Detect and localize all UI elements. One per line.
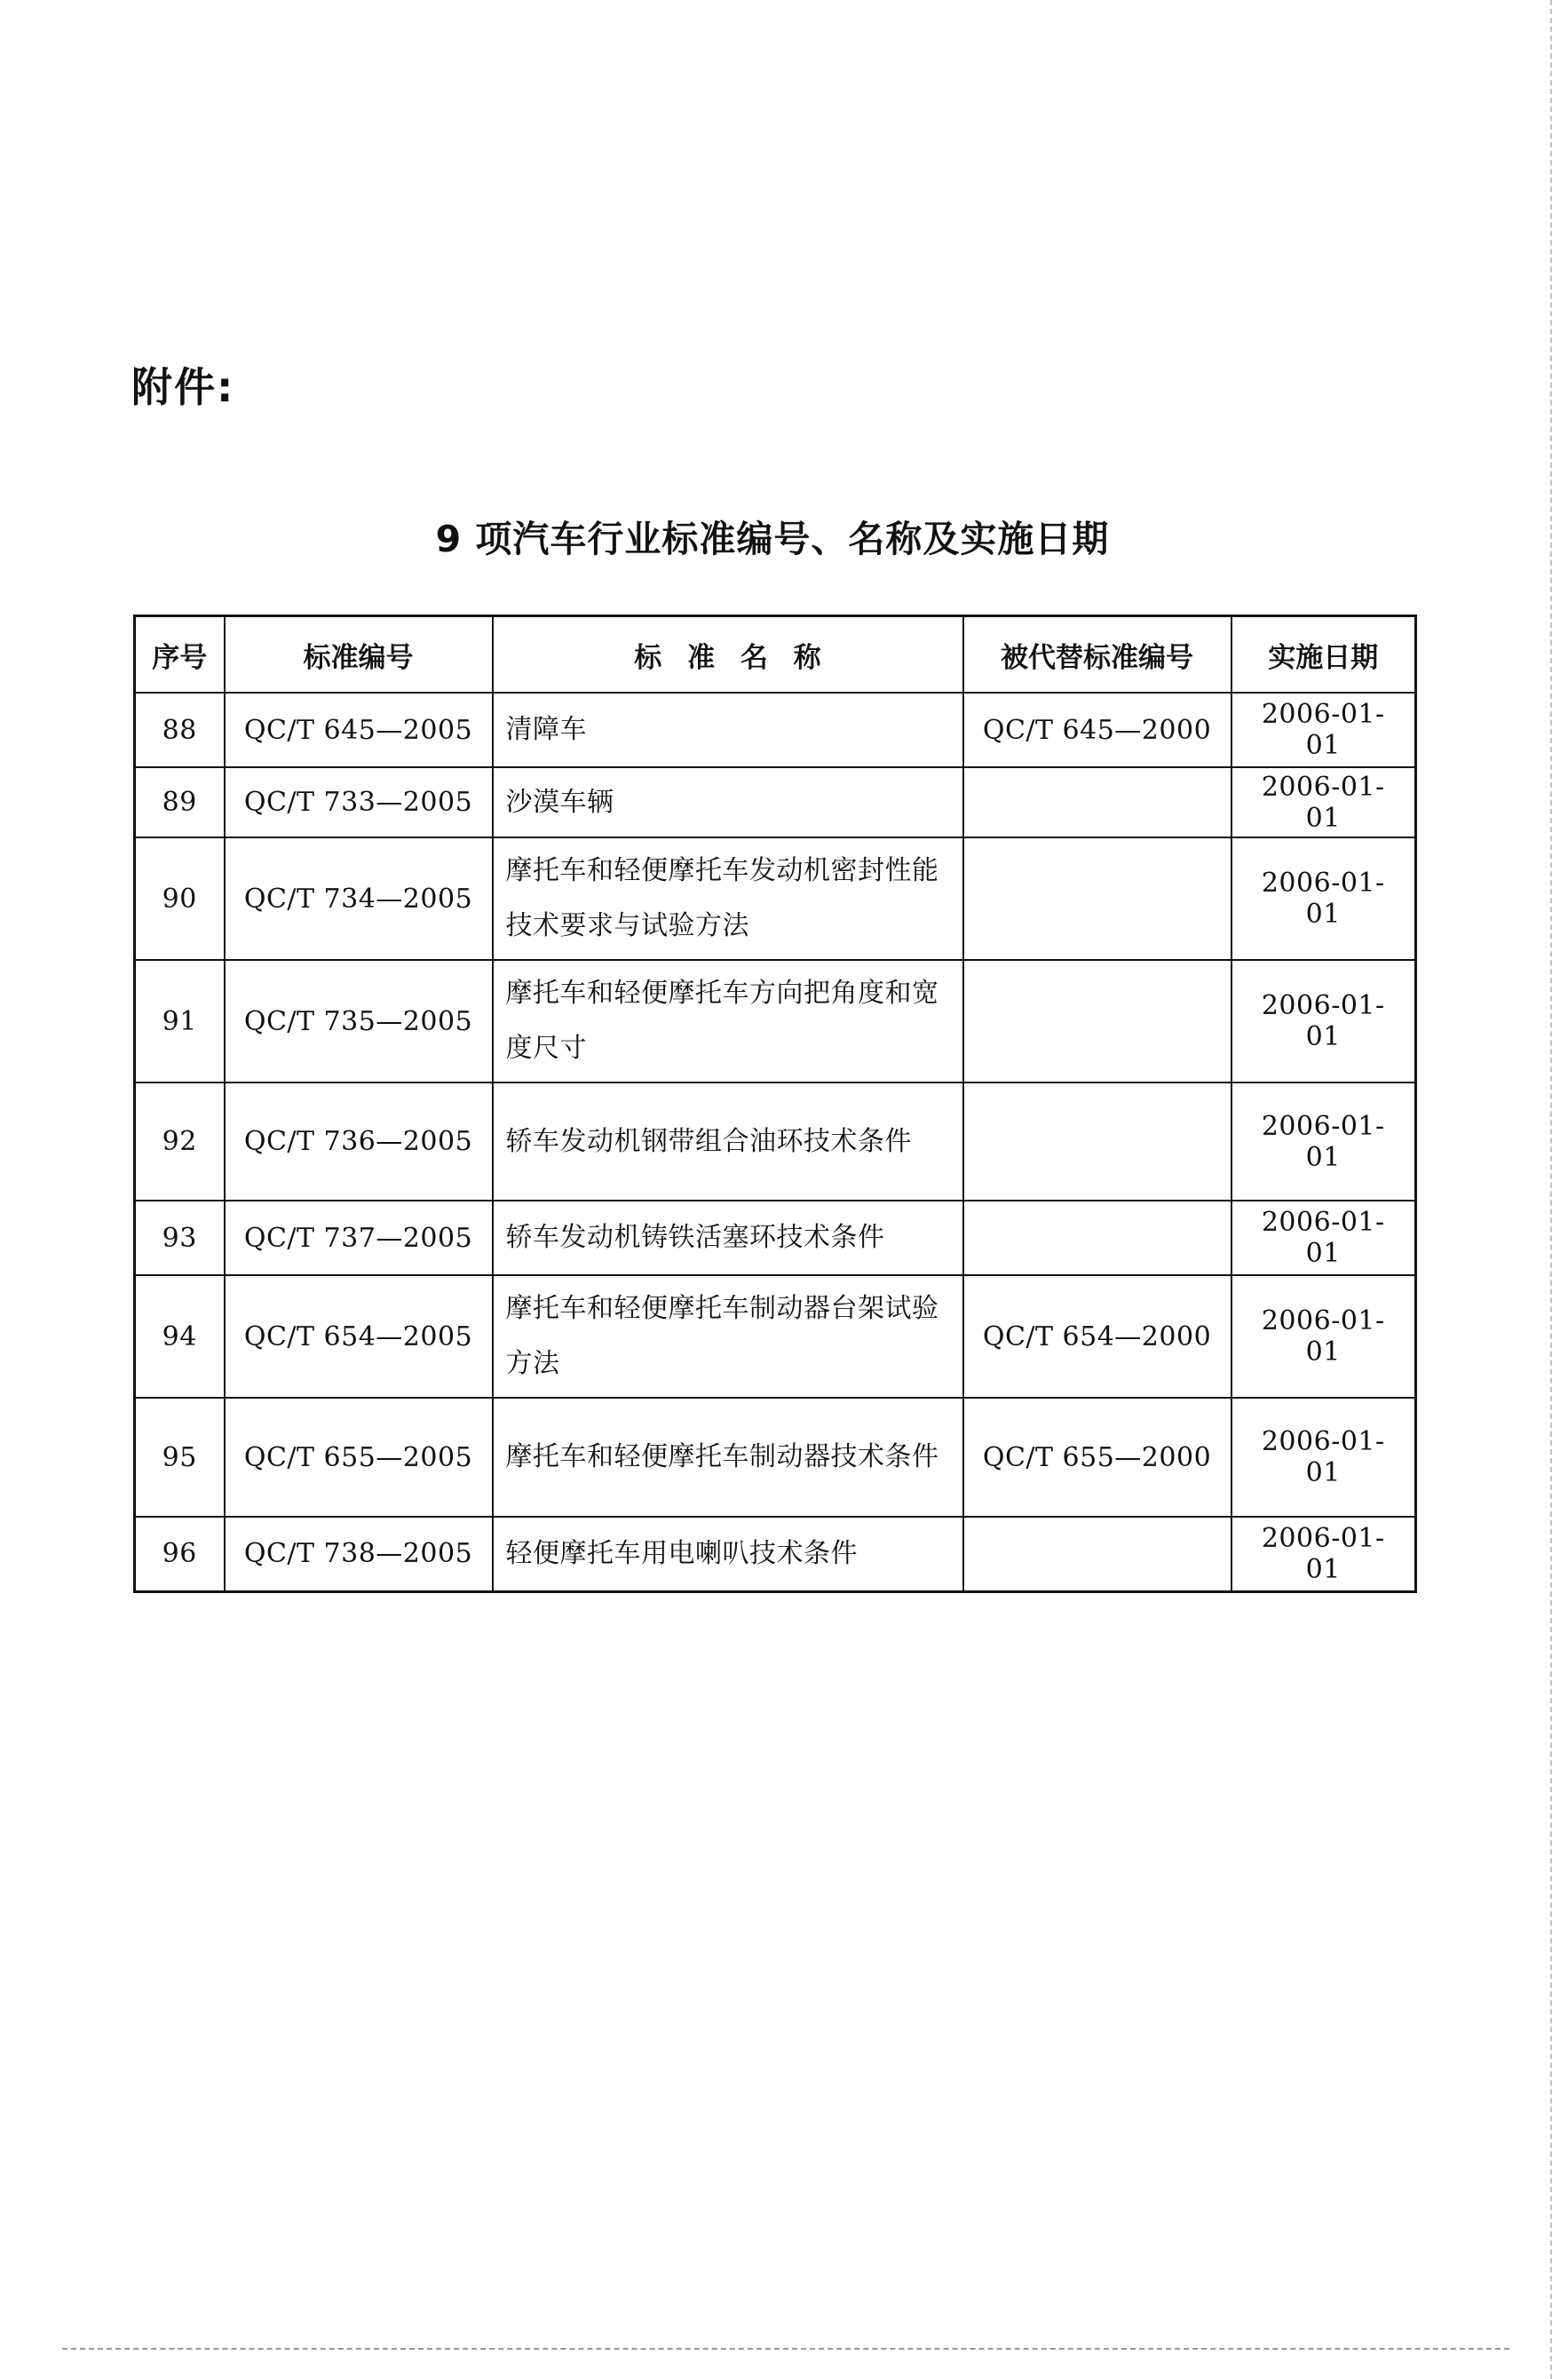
row-name: 摩托车和轻便摩托车方向把角度和宽度尺寸 (493, 960, 963, 1082)
row-code: QC/T 733—2005 (225, 767, 493, 837)
row-code: QC/T 735—2005 (225, 960, 493, 1082)
row-code: QC/T 738—2005 (225, 1517, 493, 1591)
row-seq: 93 (135, 1201, 225, 1275)
row-replaced (963, 767, 1231, 837)
document-title: 9 项汽车行业标准编号、名称及实施日期 (435, 518, 1110, 560)
header-seq: 序号 (135, 616, 225, 694)
row-replaced (963, 960, 1231, 1082)
row-replaced: QC/T 654—2000 (963, 1275, 1231, 1398)
row-seq: 91 (135, 960, 225, 1082)
row-name: 沙漠车辆 (493, 767, 963, 837)
row-seq: 95 (135, 1398, 225, 1517)
row-code: QC/T 655—2005 (225, 1398, 493, 1517)
row-date: 2006-01-01 (1231, 693, 1416, 767)
table-row (135, 1201, 1416, 1275)
header-replaced: 被代替标准编号 (963, 616, 1231, 694)
table-row (135, 1082, 1416, 1201)
table-row (135, 960, 1416, 1082)
header-date: 实施日期 (1231, 616, 1416, 694)
table-row (135, 693, 1416, 767)
row-replaced (963, 1517, 1231, 1591)
row-date: 2006-01-01 (1231, 1275, 1416, 1398)
table-row (135, 1517, 1416, 1591)
header-name: 标 准 名 称 (493, 616, 963, 694)
row-name: 摩托车和轻便摩托车制动器台架试验方法 (493, 1275, 963, 1398)
row-replaced (963, 837, 1231, 960)
row-seq: 96 (135, 1517, 225, 1591)
attachment-label: 附件: (131, 363, 235, 411)
row-name: 摩托车和轻便摩托车发动机密封性能技术要求与试验方法 (493, 837, 963, 960)
row-seq: 90 (135, 837, 225, 960)
row-code: QC/T 645—2005 (225, 693, 493, 767)
row-replaced (963, 1082, 1231, 1201)
page-edge-line (1550, 0, 1554, 2379)
row-name: 轿车发动机铸铁活塞环技术条件 (493, 1201, 963, 1275)
table-row (135, 837, 1416, 960)
row-name: 轿车发动机钢带组合油环技术条件 (493, 1082, 963, 1201)
row-code: QC/T 737—2005 (225, 1201, 493, 1275)
row-date: 2006-01-01 (1231, 1398, 1416, 1517)
row-date: 2006-01-01 (1231, 1201, 1416, 1275)
row-code: QC/T 736—2005 (225, 1082, 493, 1201)
row-date: 2006-01-01 (1231, 767, 1416, 837)
row-seq: 88 (135, 693, 225, 767)
row-seq: 92 (135, 1082, 225, 1201)
row-date: 2006-01-01 (1231, 1517, 1416, 1591)
row-name: 轻便摩托车用电喇叭技术条件 (493, 1517, 963, 1591)
row-seq: 89 (135, 767, 225, 837)
table-row (135, 767, 1416, 837)
table-row (135, 1398, 1416, 1517)
row-date: 2006-01-01 (1231, 837, 1416, 960)
standards-table (133, 615, 1417, 1593)
table-row (135, 1275, 1416, 1398)
row-seq: 94 (135, 1275, 225, 1398)
row-replaced: QC/T 655—2000 (963, 1398, 1231, 1517)
row-replaced (963, 1201, 1231, 1275)
row-date: 2006-01-01 (1231, 960, 1416, 1082)
bottom-dashed-line (62, 2348, 1509, 2350)
table-header-row (135, 616, 1416, 694)
row-date: 2006-01-01 (1231, 1082, 1416, 1201)
row-replaced: QC/T 645—2000 (963, 693, 1231, 767)
row-name: 摩托车和轻便摩托车制动器技术条件 (493, 1398, 963, 1517)
row-code: QC/T 734—2005 (225, 837, 493, 960)
header-code: 标准编号 (225, 616, 493, 694)
row-code: QC/T 654—2005 (225, 1275, 493, 1398)
row-name: 清障车 (493, 693, 963, 767)
